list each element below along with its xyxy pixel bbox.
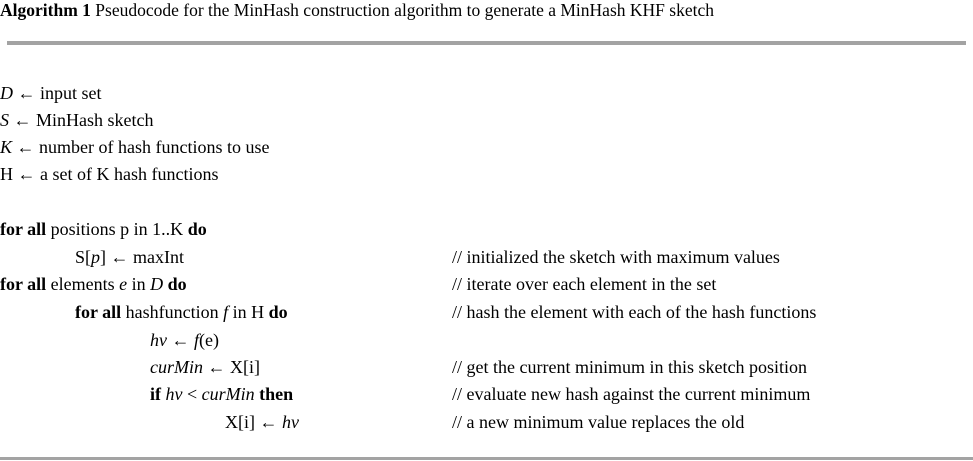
var-hv: hv <box>165 384 183 404</box>
var-curmin: curMin <box>150 357 203 377</box>
assign-arrow: ← <box>13 83 40 103</box>
keyword-do: do <box>268 302 288 322</box>
code-line-8 <box>225 411 299 433</box>
code-text: (e) <box>199 330 219 350</box>
code-text: < <box>182 384 202 404</box>
code-line-4 <box>75 301 288 323</box>
assign-arrow: ← <box>9 110 36 130</box>
comment-line-7: // evaluate new hash against the current minimum <box>452 384 811 404</box>
assign-arrow: ← <box>167 330 194 350</box>
comment-line-8: // a new minimum value replaces the old <box>452 412 745 432</box>
var-hv: hv <box>150 330 167 350</box>
code-line-7 <box>150 383 293 405</box>
code-line-2 <box>75 246 184 268</box>
bottom-rule <box>0 457 973 460</box>
input-desc: MinHash sketch <box>36 110 154 130</box>
keyword-for-all: for all <box>75 302 122 322</box>
keyword-if: if <box>150 384 161 404</box>
algorithm-label: Algorithm 1 <box>0 0 91 20</box>
var-f: f <box>194 330 200 350</box>
code-text: X[i] ← <box>225 412 282 432</box>
comment-line-3: // iterate over each element in the set <box>452 274 717 294</box>
code-text: ] ← maxInt <box>100 247 184 267</box>
comment-line-2: // initialized the sketch with maximum values <box>452 247 780 267</box>
code-text: ← X[i] <box>203 357 260 377</box>
assign-arrow: ← <box>12 137 40 157</box>
code-text: in <box>127 274 151 294</box>
keyword-then: then <box>259 384 294 404</box>
code-line-1 <box>0 218 207 240</box>
input-desc: input set <box>40 83 102 103</box>
keyword-do: do <box>187 219 207 239</box>
var-curmin: curMin <box>201 384 255 404</box>
input-line-H <box>0 163 218 185</box>
keyword-do: do <box>167 274 187 294</box>
var-K: K <box>0 137 13 157</box>
var-e: e <box>119 274 128 294</box>
top-rule <box>7 41 966 45</box>
code-line-6 <box>150 356 260 378</box>
keyword-for-all: for all <box>0 219 47 239</box>
comment-line-6: // get the current minimum in this sketch position <box>452 357 807 377</box>
input-line-S <box>0 109 153 131</box>
assign-arrow: ← <box>13 164 40 184</box>
var-f: f <box>223 302 229 322</box>
var-p: p <box>91 247 101 267</box>
var-hv: hv <box>282 412 299 432</box>
algorithm-caption <box>0 0 714 20</box>
comment-line-4: // hash the element with each of the hash functions <box>452 302 817 322</box>
var-S: S <box>0 110 9 130</box>
code-line-3 <box>0 273 187 295</box>
input-desc: number of hash functions to use <box>39 137 270 157</box>
var-H: H <box>0 164 13 184</box>
keyword-for-all: for all <box>0 274 47 294</box>
input-desc: a set of K hash functions <box>40 164 219 184</box>
code-text: positions p in 1..K <box>46 219 188 239</box>
code-text: in H <box>228 302 269 322</box>
input-line-K <box>0 136 269 158</box>
code-text: S[ <box>75 247 92 267</box>
var-D: D <box>0 83 13 103</box>
input-line-D <box>0 82 102 104</box>
code-line-5 <box>150 329 219 351</box>
code-text: elements <box>46 274 120 294</box>
code-text: hashfunction <box>121 302 224 322</box>
caption-text: Pseudocode for the MinHash construction algorithm to generate a MinHash KHF sketch <box>90 0 714 20</box>
var-D: D <box>150 274 164 294</box>
